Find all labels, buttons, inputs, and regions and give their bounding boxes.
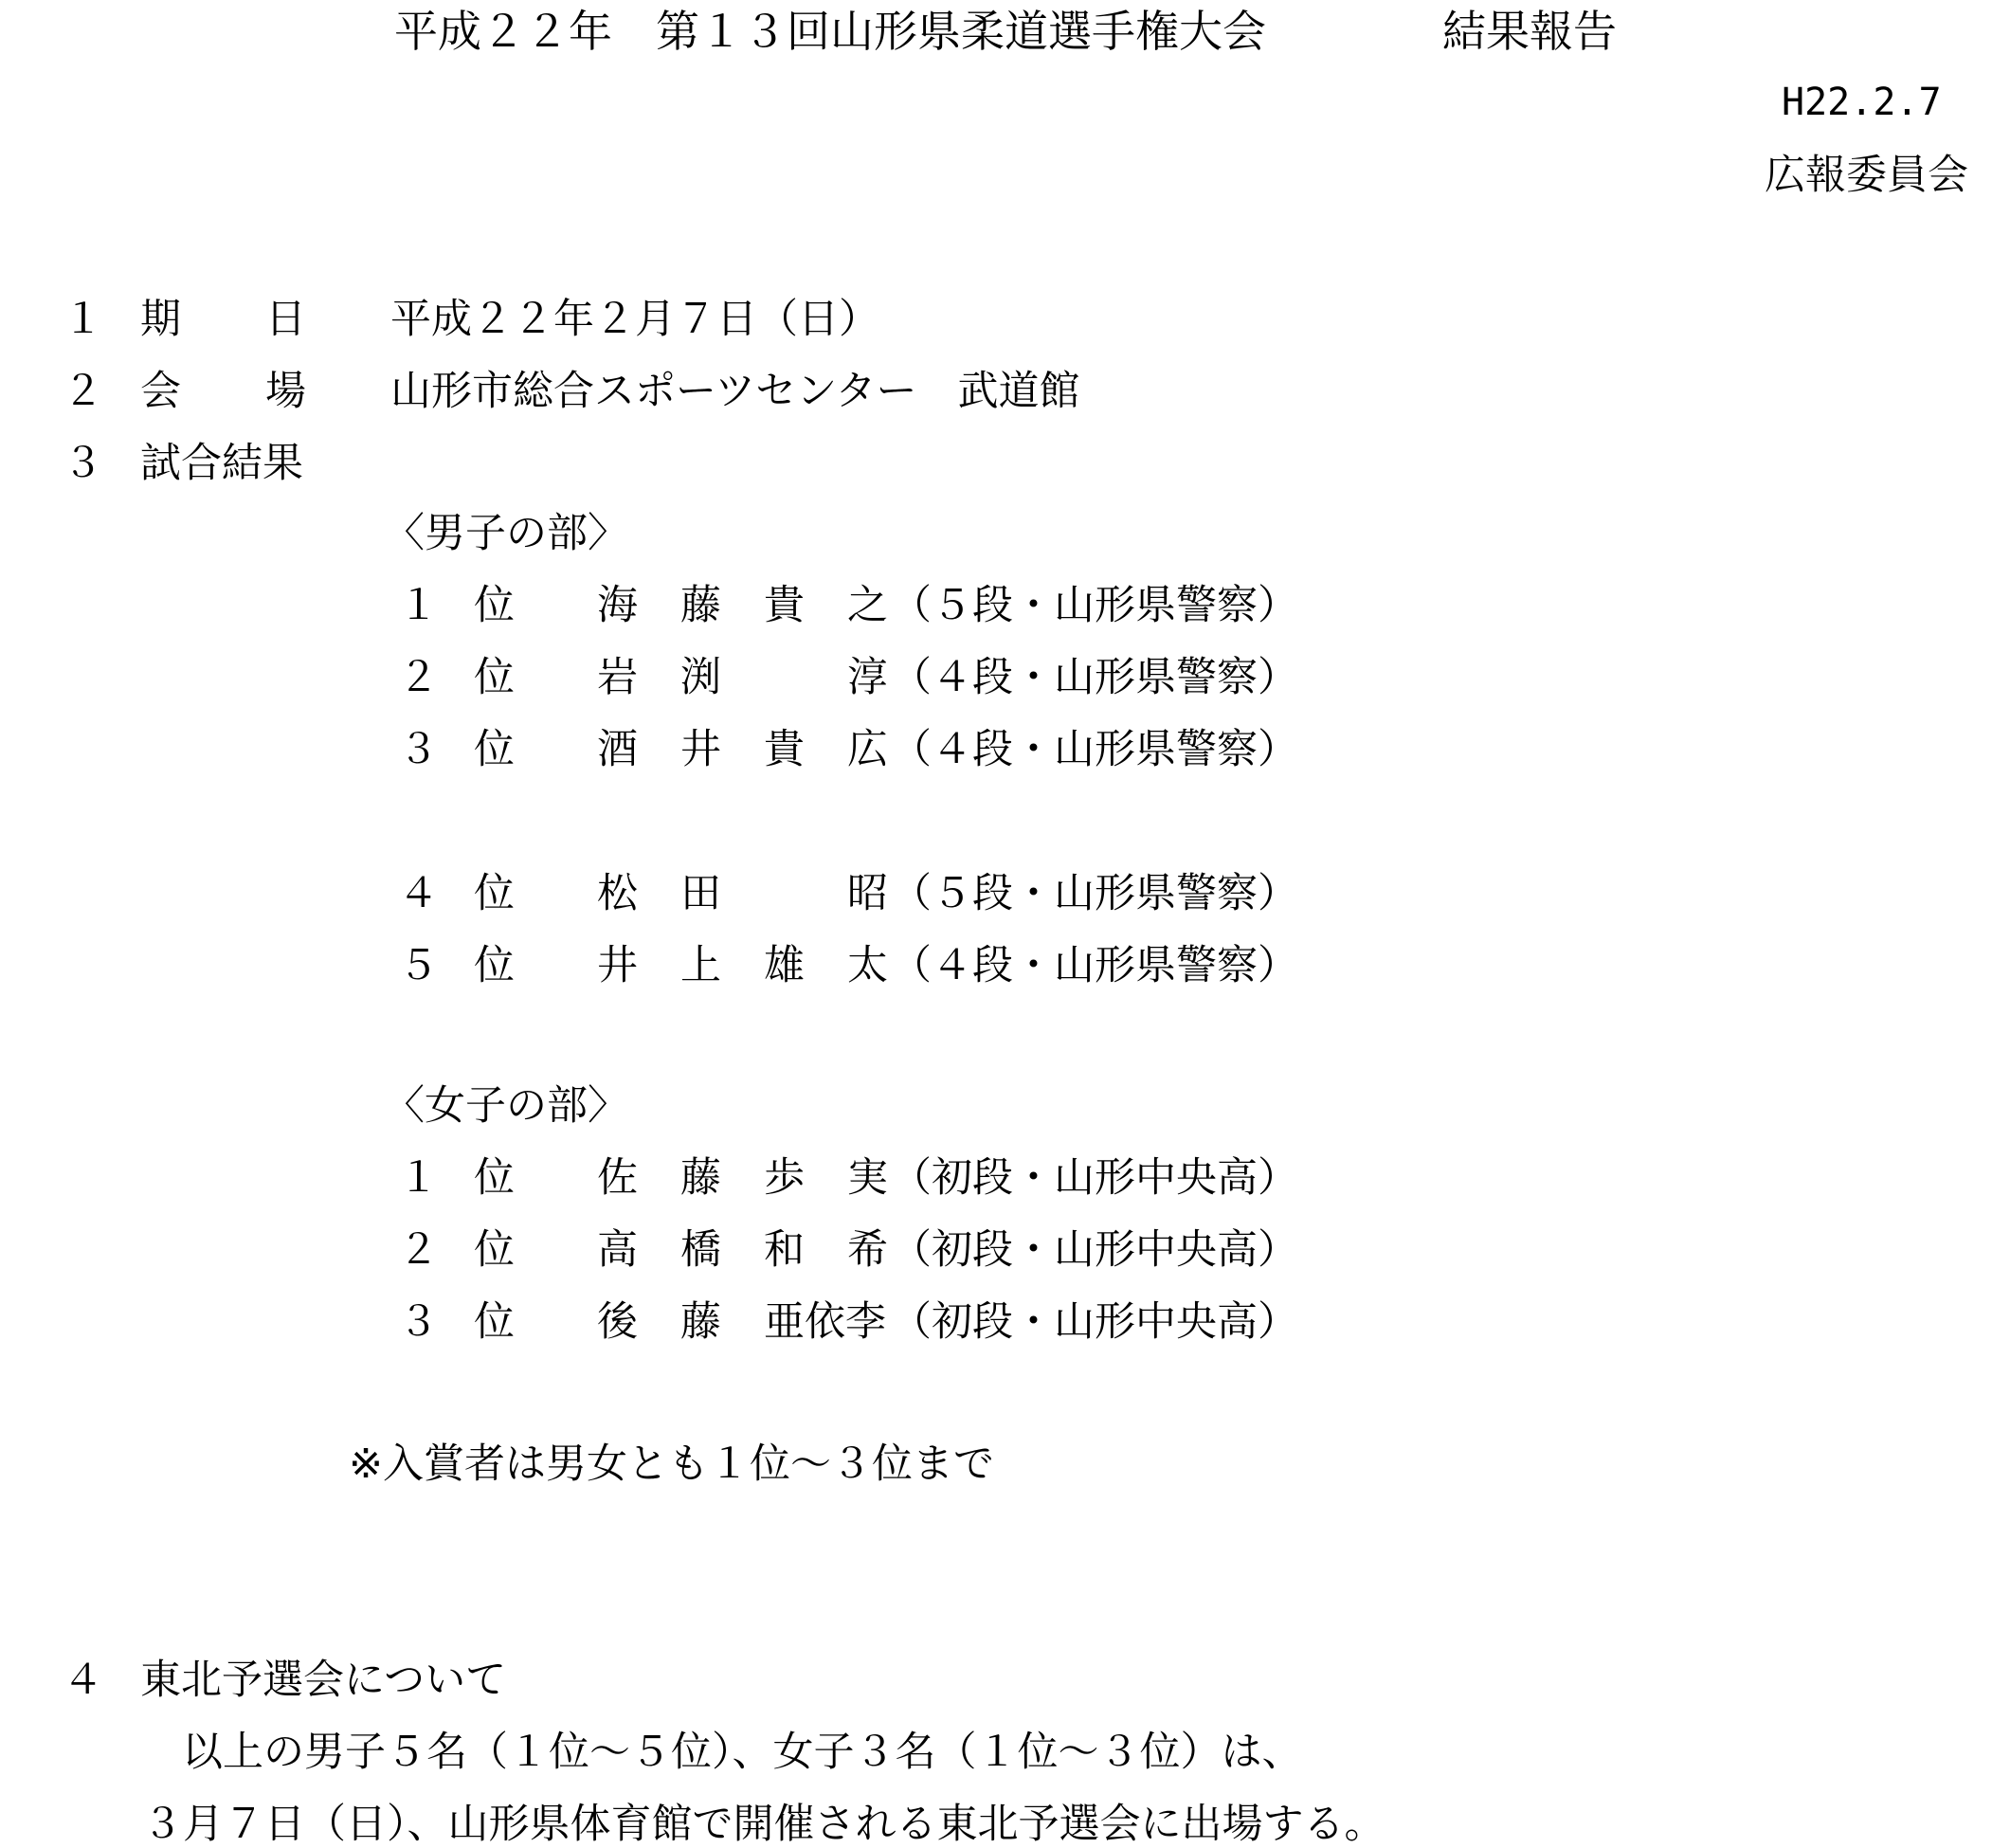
name-char: 上 — [680, 942, 721, 989]
name-char: 貴 — [764, 582, 805, 629]
affiliation: （初段・山形中央高） — [891, 1298, 1298, 1346]
men-heading: 〈男子の部〉 — [384, 510, 628, 557]
item-label: 場 — [265, 368, 306, 415]
rank-number: ３ — [398, 726, 439, 773]
rank-position-label: 位 — [474, 582, 515, 629]
name-char: 岩 — [597, 654, 638, 701]
name-char: 和 — [764, 1226, 805, 1274]
report-label: 結果報告 — [1442, 6, 1617, 57]
item-label: 期 — [140, 296, 181, 343]
rank-position-label: 位 — [474, 1226, 515, 1274]
name-char: 希 — [847, 1226, 888, 1274]
name-char: 藤 — [680, 1298, 721, 1346]
name-char: 田 — [680, 870, 721, 917]
name-char: 之 — [847, 582, 888, 629]
affiliation: （４段・山形県警察） — [891, 726, 1298, 773]
item-label: 会 — [140, 368, 181, 415]
item-value: 山形市総合スポーツセンター 武道館 — [390, 368, 1080, 415]
prize-note: ※入賞者は男女とも１位～３位まで — [349, 1440, 995, 1488]
affiliation: （４段・山形県警察） — [891, 942, 1298, 989]
name-char: 海 — [597, 582, 638, 629]
name-char: 貴 — [764, 726, 805, 773]
rank-number: １ — [398, 582, 439, 629]
name-char: 井 — [597, 942, 638, 989]
affiliation: （５段・山形県警察） — [891, 870, 1298, 917]
affiliation: （５段・山形県警察） — [891, 582, 1298, 629]
item-number: ３ — [63, 440, 103, 487]
name-char: 佐 — [597, 1154, 638, 1202]
name-char: 橋 — [680, 1226, 721, 1274]
women-heading: 〈女子の部〉 — [384, 1082, 628, 1130]
name-char: 広 — [847, 726, 888, 773]
name-char: 松 — [597, 870, 638, 917]
name-char: 雄 — [764, 942, 805, 989]
rank-position-label: 位 — [474, 942, 515, 989]
affiliation: （初段・山形中央高） — [891, 1226, 1298, 1274]
rank-position-label: 位 — [474, 654, 515, 701]
rank-position-label: 位 — [474, 870, 515, 917]
report-date: H22.2.7 — [1782, 81, 1942, 124]
section4-heading: 東北予選会について — [140, 1657, 507, 1704]
name-char: 井 — [680, 726, 721, 773]
name-char: 後 — [597, 1298, 638, 1346]
name-char: 高 — [597, 1226, 638, 1274]
name-char: 酒 — [597, 726, 638, 773]
rank-number: ２ — [398, 1226, 439, 1274]
rank-number: １ — [398, 1154, 439, 1202]
rank-number: ４ — [398, 870, 439, 917]
rank-number: ５ — [398, 942, 439, 989]
rank-number: ２ — [398, 654, 439, 701]
name-char: 藤 — [680, 582, 721, 629]
item-number: ２ — [63, 368, 103, 415]
name-char: 亜依李 — [764, 1298, 886, 1346]
item-number: ４ — [63, 1657, 103, 1704]
name-char: 淳 — [847, 654, 888, 701]
affiliation: （４段・山形県警察） — [891, 654, 1298, 701]
affiliation: （初段・山形中央高） — [891, 1154, 1298, 1202]
name-char: 歩 — [764, 1154, 805, 1202]
name-char: 藤 — [680, 1154, 721, 1202]
name-char: 渕 — [680, 654, 721, 701]
rank-position-label: 位 — [474, 1298, 515, 1346]
rank-number: ３ — [398, 1298, 439, 1346]
section4-line: 以上の男子５名（１位～５位）、女子３名（１位～３位）は、 — [182, 1729, 1303, 1776]
item-number: １ — [63, 296, 103, 343]
rank-position-label: 位 — [474, 726, 515, 773]
rank-position-label: 位 — [474, 1154, 515, 1202]
item-value: 平成２２年２月７日（日） — [390, 296, 879, 343]
name-char: 太 — [847, 942, 888, 989]
section4-line: ３月７日（日）、山形県体育館で開催される東北予選会に出場する。 — [142, 1801, 1385, 1848]
issuer: 広報委員会 — [1765, 152, 1968, 199]
item-label: 日 — [265, 296, 306, 343]
document-title: 平成２２年 第１３回山形県柔道選手権大会 — [394, 6, 1266, 57]
name-char: 昭 — [847, 870, 888, 917]
name-char: 実 — [847, 1154, 888, 1202]
item-label: 試合結果 — [140, 440, 303, 487]
